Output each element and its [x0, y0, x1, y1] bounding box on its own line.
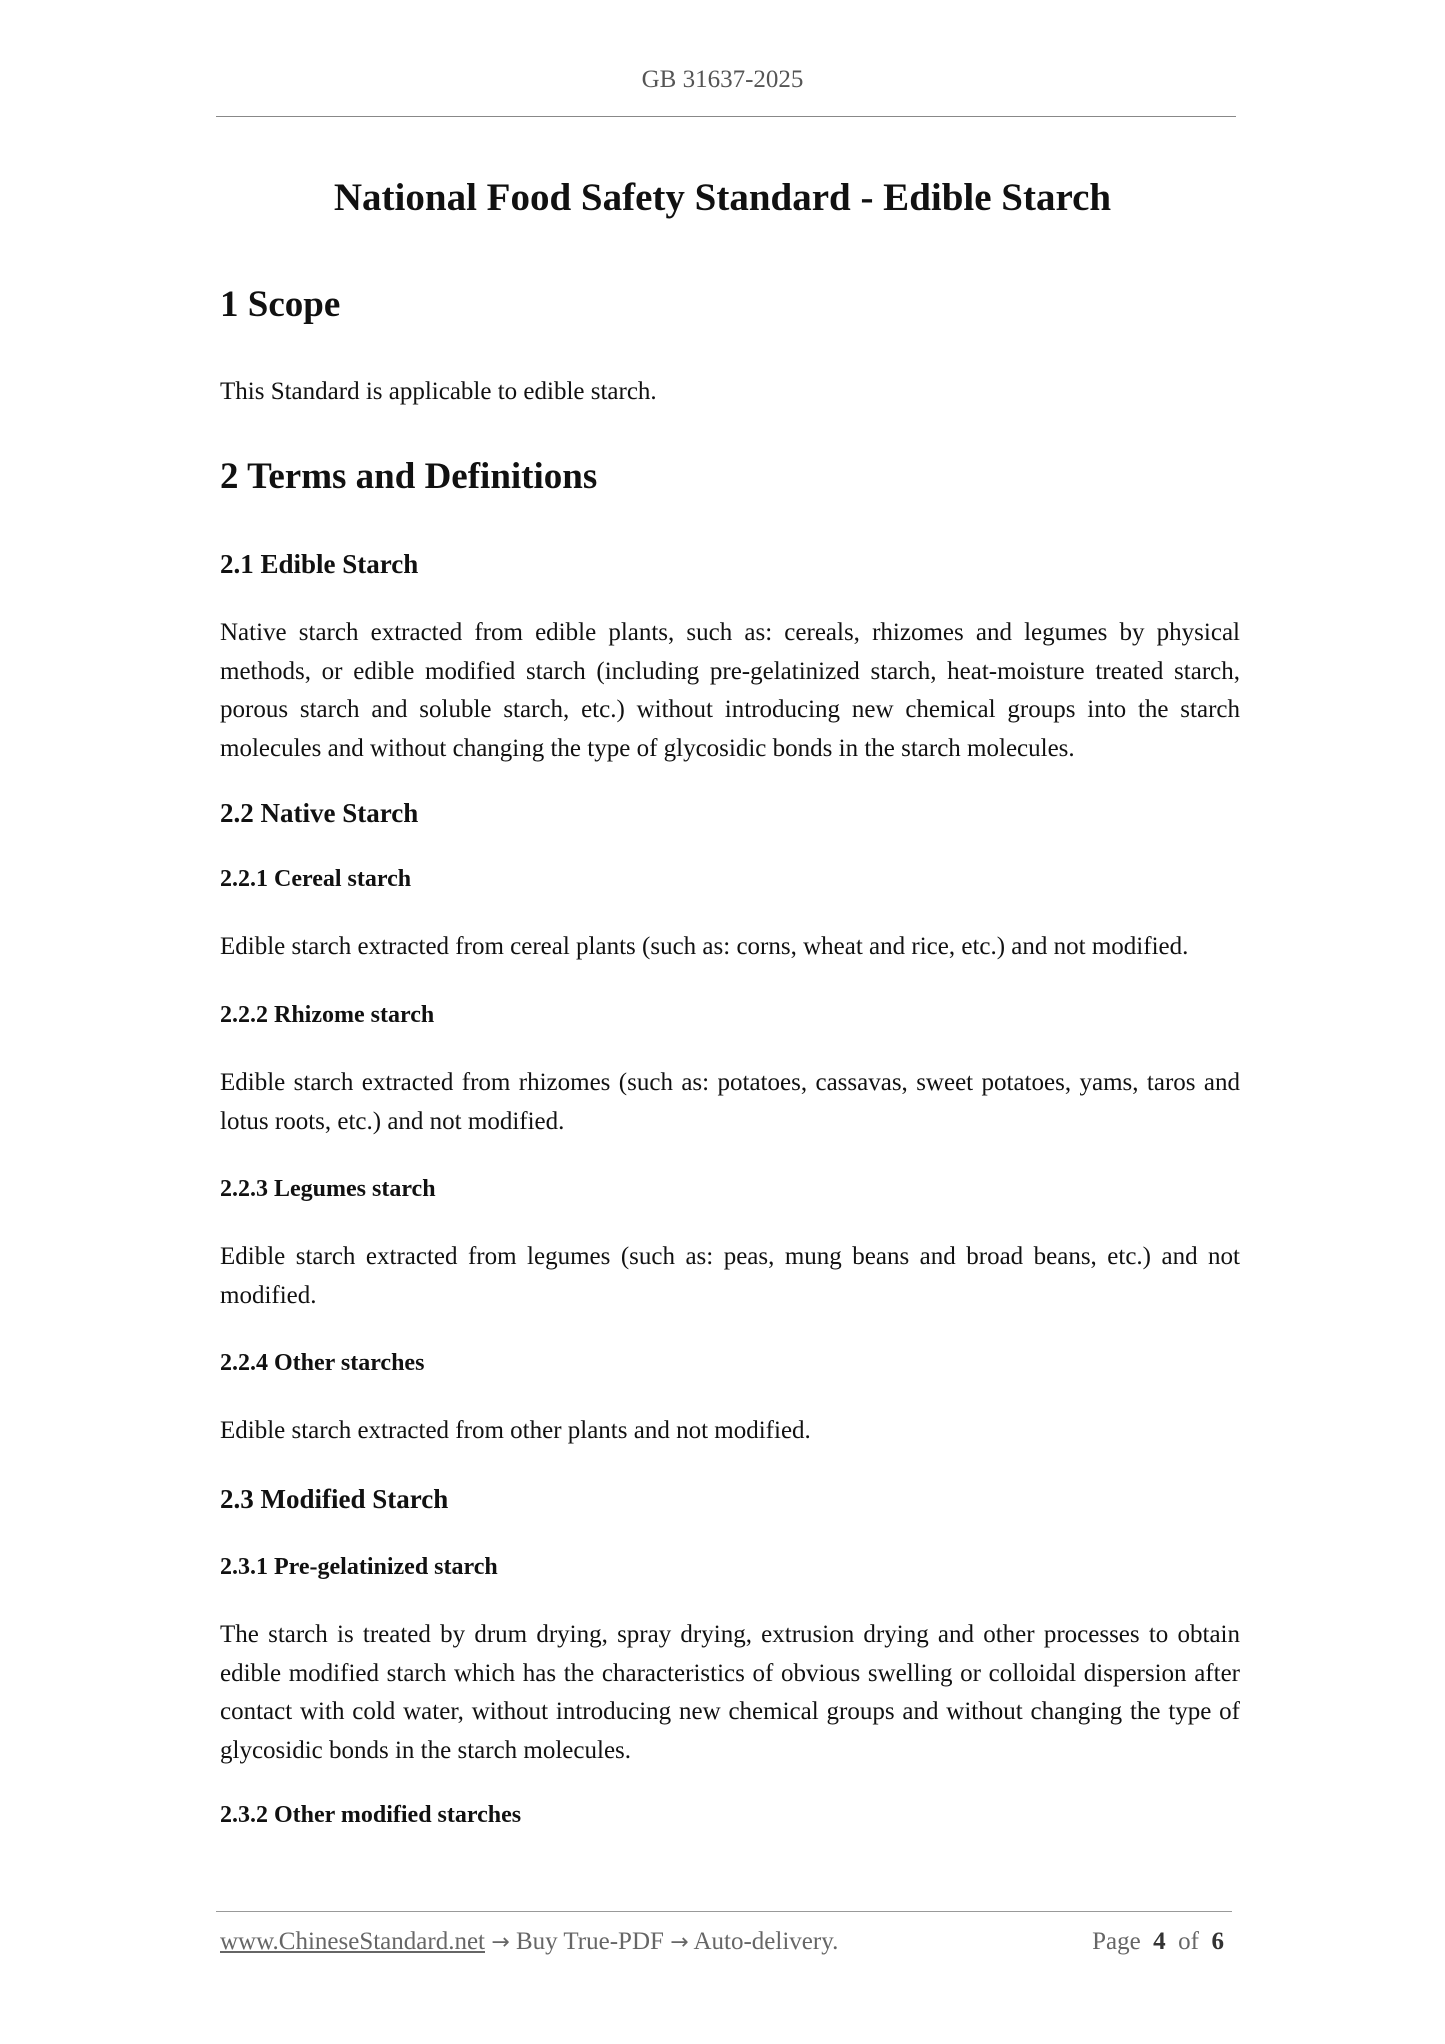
section-heading-terms: 2 Terms and Definitions: [220, 456, 598, 497]
section-heading-native-starch: 2.2 Native Starch: [220, 798, 419, 828]
section-heading-legumes-starch: 2.2.3 Legumes starch: [220, 1176, 436, 1202]
section-text-legumes-starch: Edible starch extracted from legumes (such as: peas, mung beans and broad beans, etc.) and not modified.: [220, 1243, 1240, 1309]
right-arrow-icon: →: [670, 1930, 689, 1955]
buy-text: Buy True-PDF: [515, 1928, 664, 1955]
section-text-cereal-starch: Edible starch extracted from cereal plants (such as: corns, wheat and rice, etc.) and not modified.: [220, 933, 1189, 960]
section-heading-scope: 1 Scope: [220, 284, 341, 325]
section-heading-rhizome-starch: 2.2.2 Rhizome starch: [220, 1002, 435, 1028]
page-label: Page: [1092, 1928, 1141, 1955]
section-text-pregelatinized-starch: The starch is treated by drum drying, spray drying, extrusion drying and other processes to obtain edible modified starch which has the characteristics of obvious swelling or colloidal dispersion after contact with cold water, without introducing new chemical groups and without changing the type of glycosidic bonds in the starch molecules.: [220, 1621, 1240, 1764]
page-number: [1092, 1928, 1224, 1956]
document-title: National Food Safety Standard - Edible Starch: [333, 176, 1112, 219]
page-current: 4: [1153, 1928, 1166, 1955]
section-heading-pregelatinized-starch: 2.3.1 Pre-gelatinized starch: [220, 1554, 498, 1580]
footer-divider: [216, 1911, 1232, 1912]
header-divider: [216, 116, 1236, 117]
section-heading-cereal-starch: 2.2.1 Cereal starch: [220, 866, 412, 892]
page-total: 6: [1211, 1928, 1224, 1955]
page-of: of: [1178, 1928, 1199, 1955]
section-heading-other-modified-starches: 2.3.2 Other modified starches: [220, 1802, 522, 1828]
section-text-edible-starch: Native starch extracted from edible plants, such as: cereals, rhizomes and legumes by physical methods, or edible modified starch (including pre-gelatinized starch, heat-moisture treated starch, porous starch and soluble starch, etc.) without introducing new chemical groups into the starch molecules and without changing the type of glycosidic bonds in the starch molecules.: [220, 619, 1240, 762]
site-link[interactable]: www.ChineseStandard.net: [220, 1928, 485, 1955]
section-text-other-starches: Edible starch extracted from other plants and not modified.: [220, 1417, 811, 1444]
section-text-rhizome-starch: Edible starch extracted from rhizomes (such as: potatoes, cassavas, sweet potatoes, yams, taros and lotus roots, etc.) and not modified.: [220, 1069, 1240, 1135]
section-heading-other-starches: 2.2.4 Other starches: [220, 1350, 425, 1376]
section-heading-edible-starch: 2.1 Edible Starch: [220, 549, 419, 579]
right-arrow-icon: →: [491, 1930, 510, 1955]
section-heading-modified-starch: 2.3 Modified Starch: [220, 1484, 449, 1514]
standard-code-header: GB 31637-2025: [641, 66, 804, 93]
footer-promo: [220, 1928, 838, 1956]
section-text-scope: This Standard is applicable to edible starch.: [220, 378, 657, 405]
delivery-text: Auto-delivery.: [693, 1928, 839, 1955]
